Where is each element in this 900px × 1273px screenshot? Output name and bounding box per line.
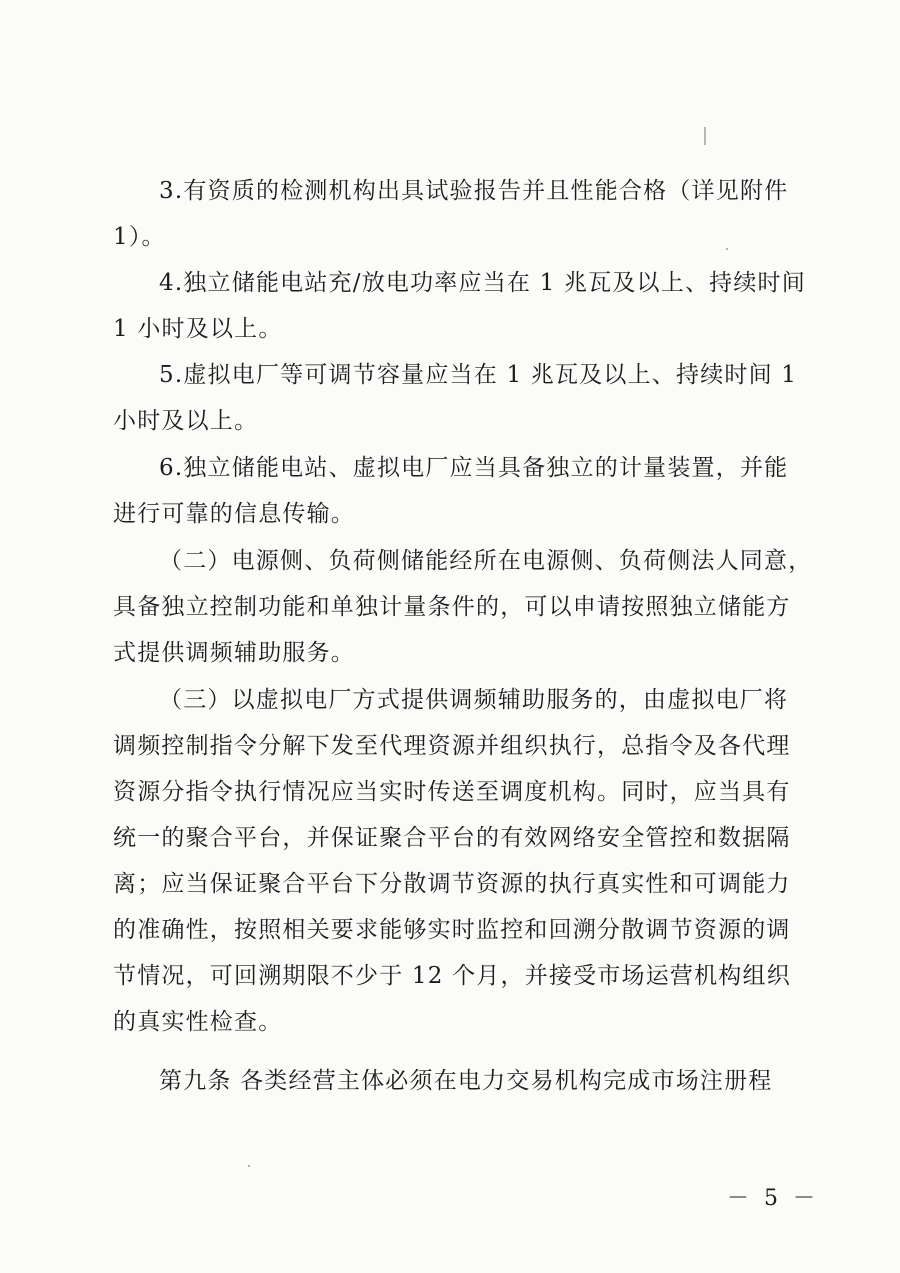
text-line: 具备独立控制功能和单独计量条件的，可以申请按照独立储能方 [113,594,791,620]
text-line: 5.虚拟电厂等可调节容量应当在 1 兆瓦及以上、持续时间 1 [159,362,798,388]
text-line: 4.独立储能电站充/放电功率应当在 1 兆瓦及以上、持续时间 [159,270,806,296]
text-line: 3.有资质的检测机构出具试验报告并且性能合格（详见附件 [159,178,789,204]
text-line: 资源分指令执行情况应当实时传送至调度机构。同时，应当具有 [113,779,791,805]
text-line: 进行可靠的信息传输。 [113,501,355,527]
paragraph-item-6 [113,445,789,537]
text-line: （二）电源侧、负荷侧储能经所在电源侧、负荷侧法人同意， [159,548,813,574]
text-line: 的真实性检查。 [113,1009,283,1035]
paragraph-section-2 [113,538,813,676]
paragraph-article-9 [113,1058,785,1104]
text-line: 1 小时及以上。 [113,316,283,342]
text-line: 式提供调频辅助服务。 [113,640,355,666]
text-line: 小时及以上。 [113,408,259,434]
paragraph-item-4 [113,260,806,352]
text-line: 6.独立储能电站、虚拟电厂应当具备独立的计量装置，并能 [159,455,789,481]
scan-speck [248,1165,250,1167]
paragraph-item-5 [113,352,798,444]
page-number: － 5 － [727,1186,819,1211]
text-line: 第九条 各类经营主体必须在电力交易机构完成市场注册程 [159,1068,773,1094]
paragraph-item-3 [113,168,789,260]
text-line: 调频控制指令分解下发至代理资源并组织执行，总指令及各代理 [113,733,791,759]
text-line: （三）以虚拟电厂方式提供调频辅助服务的，由虚拟电厂将 [159,687,789,713]
scan-mark [704,127,706,145]
paragraph-section-3 [113,677,791,1045]
text-line: 的准确性，按照相关要求能够实时监控和回溯分散调节资源的调 [113,917,791,943]
text-line: 统一的聚合平台，并保证聚合平台的有效网络安全管控和数据隔 [113,825,791,851]
text-line: 节情况，可回溯期限不少于 12 个月，并接受市场运营机构组织 [113,963,791,989]
text-line: 1）。 [113,224,166,250]
text-line: 离；应当保证聚合平台下分散调节资源的执行真实性和可调能力 [113,871,791,897]
